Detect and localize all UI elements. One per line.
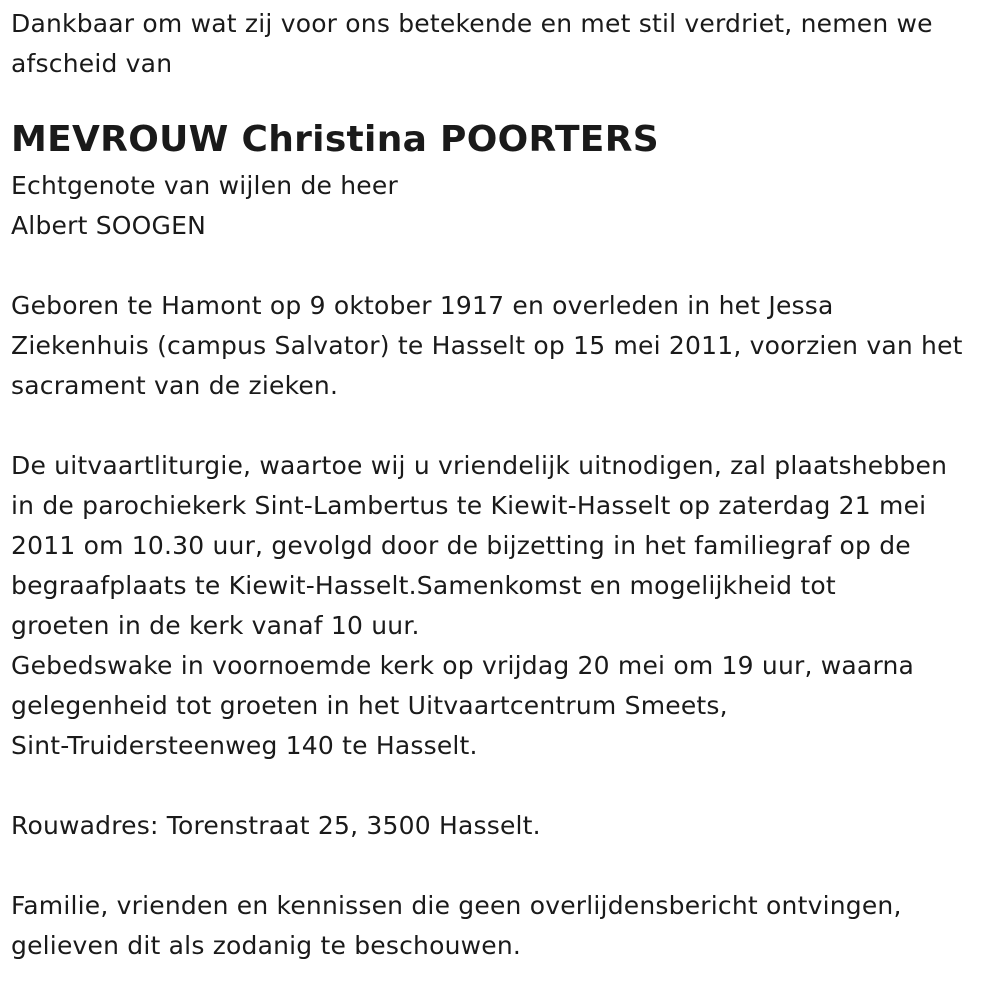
paragraph-line: Geboren te Hamont op 9 oktober 1917 en overleden in het Jessa [11, 291, 834, 320]
paragraph-line: Ziekenhuis (campus Salvator) te Hasselt op 15 mei 2011, voorzien van het [11, 331, 963, 360]
ceremony-paragraph [11, 446, 1000, 766]
spacer [11, 406, 1000, 446]
paragraph-line: begraafplaats te Kiewit-Hasselt.Samenkomst en mogelijkheid tot [11, 571, 836, 600]
relation-text [11, 166, 1000, 246]
relation-line: Albert SOOGEN [11, 211, 207, 240]
paragraph-line: Familie, vrienden en kennissen die geen overlijdensbericht ontvingen, [11, 891, 902, 920]
paragraph-line: gelegenheid tot groeten in het Uitvaartcentrum Smeets, [11, 691, 728, 720]
paragraph-line: De uitvaartliturgie, waartoe wij u vriendelijk uitnodigen, zal plaatshebben [11, 451, 948, 480]
spacer [11, 846, 1000, 886]
paragraph-line: Gebedswake in voornoemde kerk op vrijdag 20 mei om 19 uur, waarna [11, 651, 915, 680]
spacer [11, 766, 1000, 806]
relation-line: Echtgenote van wijlen de heer [11, 171, 398, 200]
spacer [11, 84, 1000, 114]
intro-line: afscheid van [11, 49, 173, 78]
deceased-name: MEVROUW Christina POORTERS [11, 119, 659, 160]
mourning-address: Rouwadres: Torenstraat 25, 3500 Hasselt. [11, 811, 541, 840]
intro-line: Dankbaar om wat zij voor ons betekende en met stil verdriet, nemen we [11, 9, 933, 38]
intro-text [11, 4, 1000, 84]
paragraph-line: gelieven dit als zodanig te beschouwen. [11, 931, 522, 960]
paragraph-line: groeten in de kerk vanaf 10 uur. [11, 611, 420, 640]
paragraph-line: in de parochiekerk Sint-Lambertus te Kiewit-Hasselt op zaterdag 21 mei [11, 491, 927, 520]
paragraph-line: Sint-Truidersteenweg 140 te Hasselt. [11, 731, 478, 760]
closing-paragraph [11, 886, 1000, 966]
spacer [11, 246, 1000, 286]
birth-death-paragraph [11, 286, 1000, 406]
paragraph-line: sacrament van de zieken. [11, 371, 339, 400]
paragraph-line: 2011 om 10.30 uur, gevolgd door de bijzetting in het familiegraf op de [11, 531, 911, 560]
